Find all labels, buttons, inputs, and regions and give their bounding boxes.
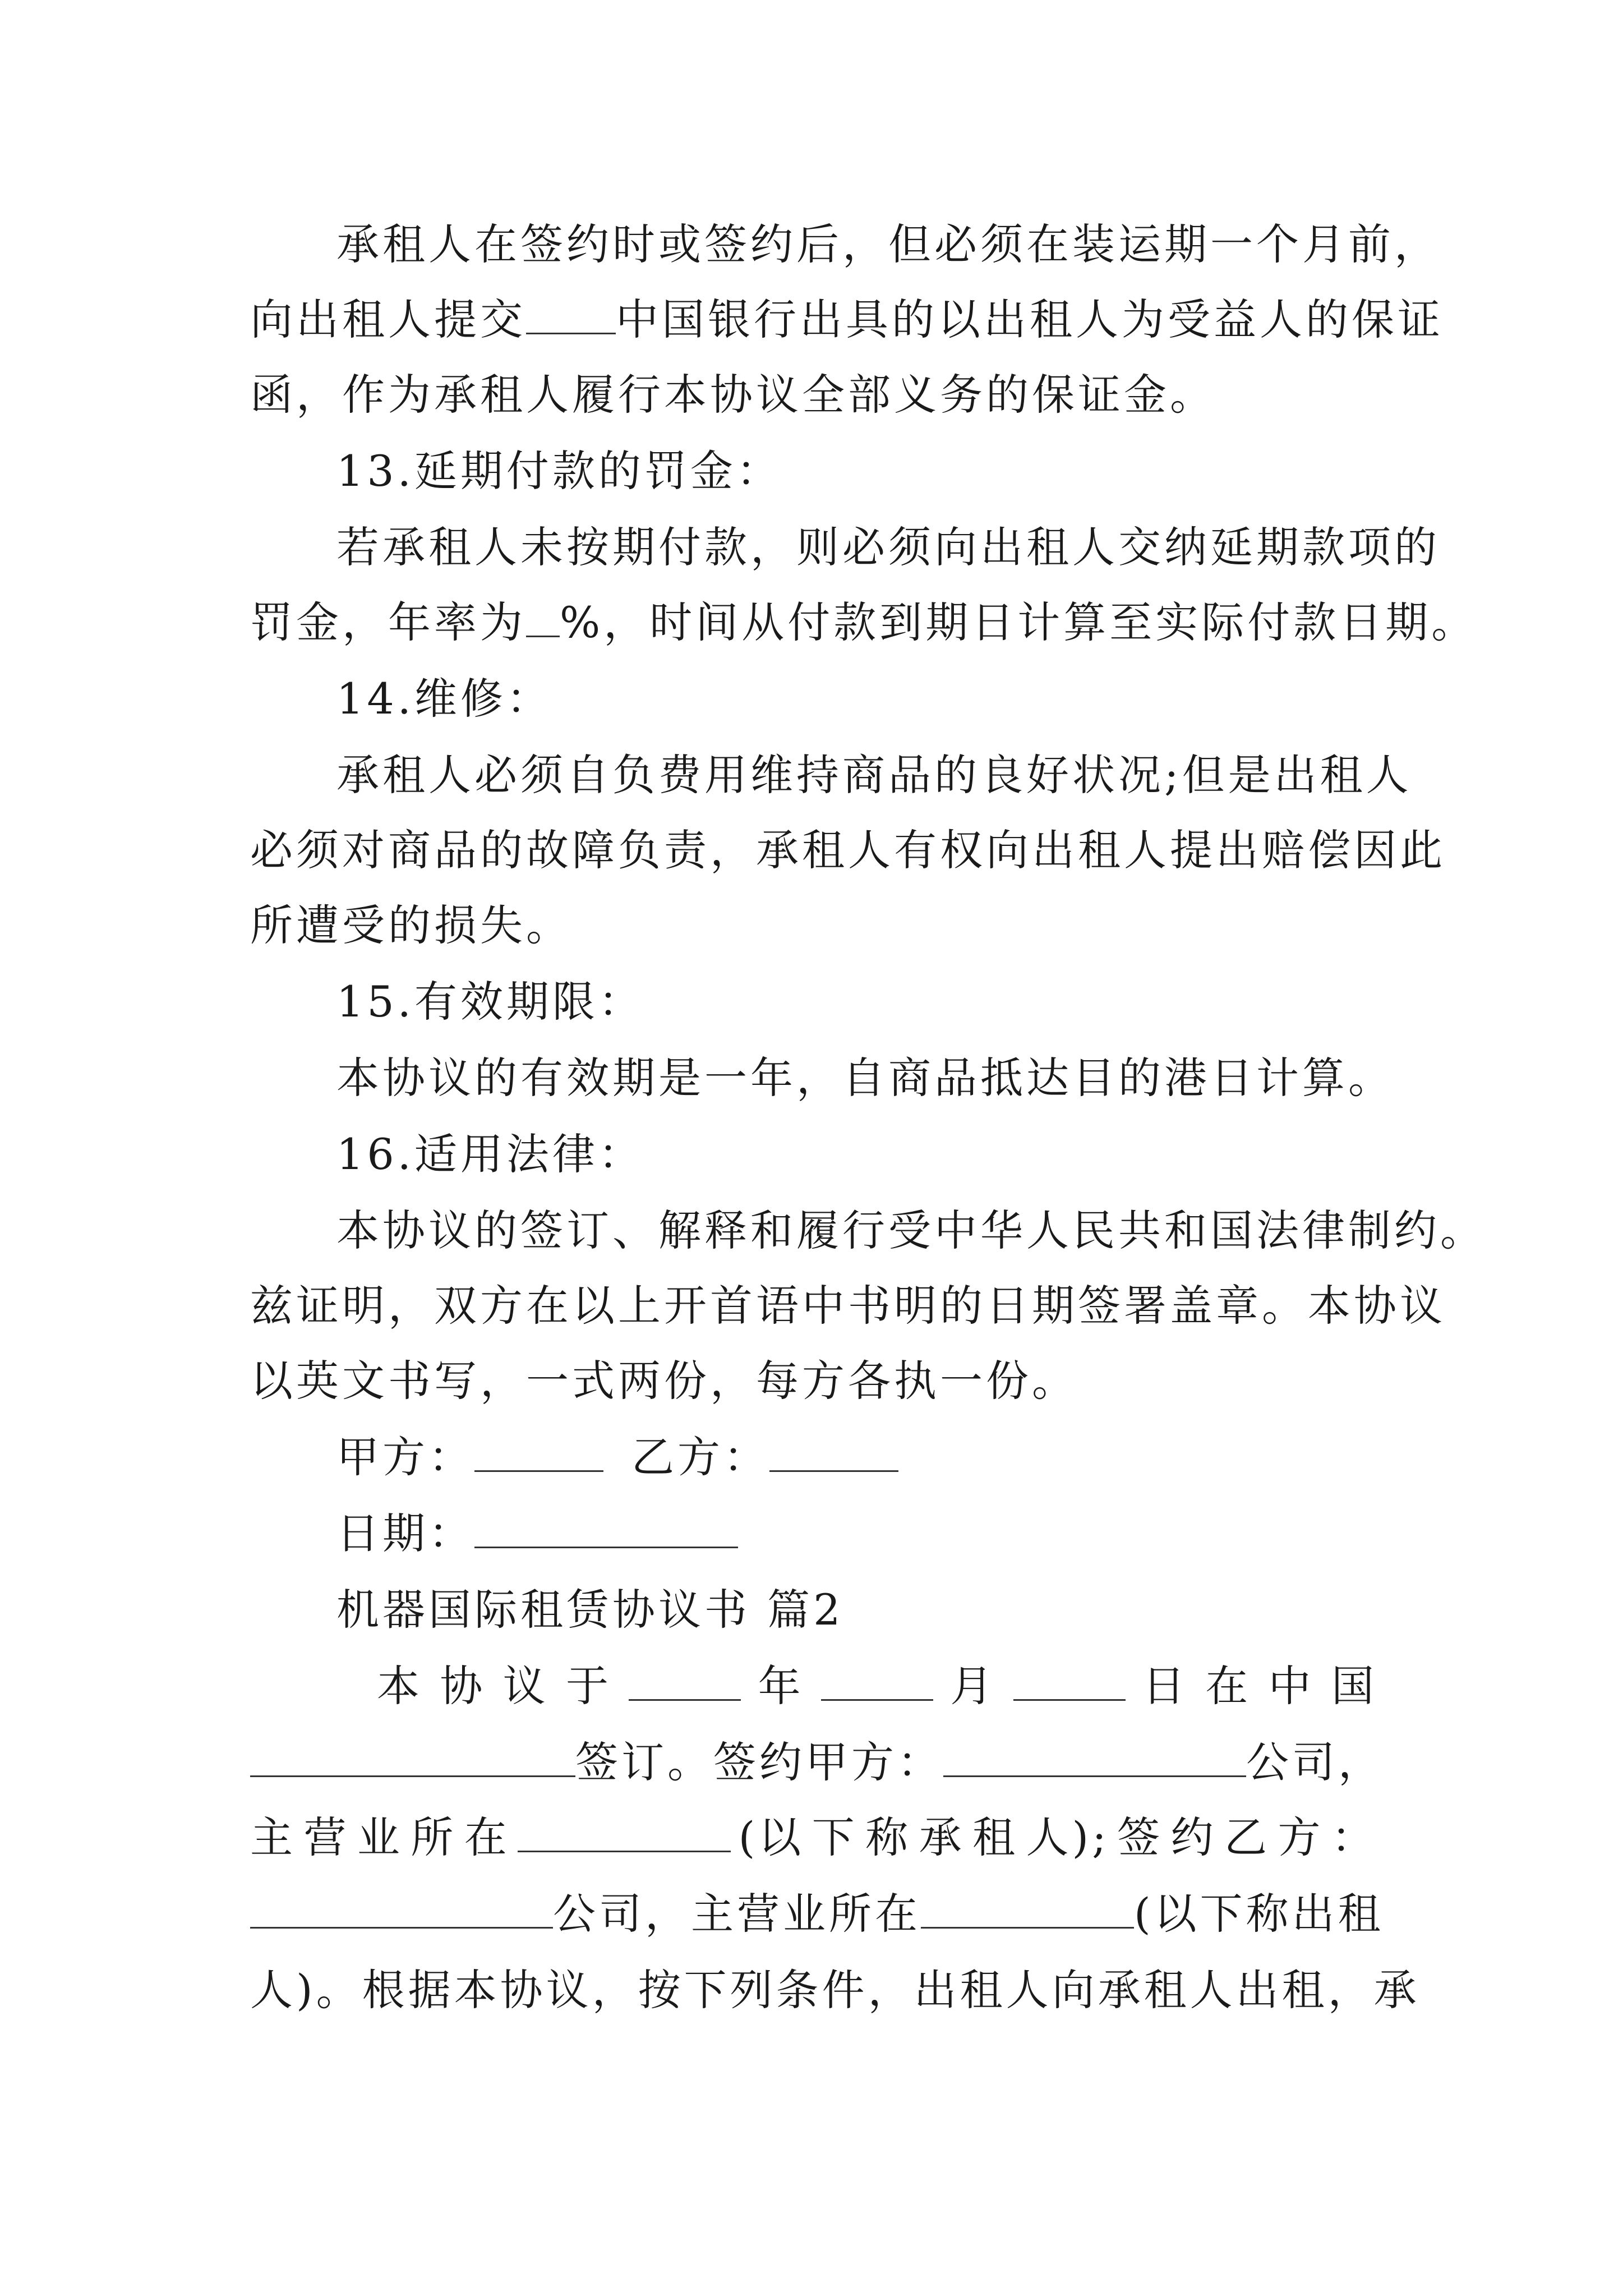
text: 方 <box>1278 1812 1324 1862</box>
text: 以英文书写，一式两份，每方各执一份。 <box>250 1356 1078 1406</box>
paragraph-line <box>250 1278 1446 1334</box>
paragraph-line <box>250 822 1446 878</box>
paragraph-line <box>336 747 1412 803</box>
text: 月 <box>950 1661 997 1711</box>
place-blank <box>250 1736 575 1777</box>
text: 下 <box>811 1812 858 1862</box>
text: 在 <box>1205 1661 1252 1711</box>
text: 机器国际租赁协议书 篇2 <box>336 1585 844 1635</box>
text: 租 <box>972 1812 1019 1862</box>
paragraph-line <box>250 1962 1420 2018</box>
text: 日 <box>1142 1661 1188 1711</box>
text: 16.适用法律： <box>336 1129 644 1179</box>
text: 协 <box>440 1661 486 1711</box>
text: 兹证明，双方在以上开首语中书明的日期签署盖章。本协议 <box>250 1281 1446 1331</box>
text: 承租人必须自负费用维持商品的良好状况;但是出租人 <box>336 750 1412 800</box>
text: 所遭受的损失。 <box>250 900 572 950</box>
date-line <box>336 1506 1377 1562</box>
text: 中国银行出具的以出租人为受益人的保证 <box>616 295 1444 344</box>
address-blank <box>518 1811 731 1852</box>
paragraph-line <box>250 898 1377 954</box>
fill-blank <box>526 596 560 637</box>
text: 公司，主营业所在 <box>553 1889 921 1939</box>
text: 向出租人提交 <box>250 295 526 344</box>
text: 若承租人未按期付款，则必须向出租人交纳延期款项的 <box>336 522 1440 572</box>
party-b-address-blank <box>921 1888 1134 1929</box>
text: 签订。签约甲方： <box>575 1737 943 1787</box>
text: 本协议的有效期是一年，自商品抵达目的港日计算。 <box>336 1053 1394 1103</box>
text: 13.延期付款的罚金： <box>336 446 782 496</box>
text: 在 <box>464 1812 510 1862</box>
text: 于 <box>565 1661 612 1711</box>
text: 国 <box>1331 1661 1377 1711</box>
text: 承租人在签约时或签约后，但必须在装运期一个月前， <box>336 219 1440 269</box>
text: 业 <box>357 1812 403 1862</box>
paragraph-line <box>250 292 1444 348</box>
paragraph-line <box>250 1810 1377 1866</box>
paragraph-line <box>250 367 1377 423</box>
section-heading <box>336 974 1377 1030</box>
paragraph-line <box>336 1203 1486 1259</box>
text: 15.有效期限： <box>336 977 644 1027</box>
text: %，时间从付款到期日计算至实际付款日期。 <box>560 597 1478 647</box>
text: (以 <box>738 1812 805 1862</box>
text: 承 <box>919 1812 965 1862</box>
text: 中 <box>1268 1661 1315 1711</box>
year-blank <box>629 1660 741 1701</box>
fill-blank <box>526 293 616 334</box>
text: 必须对商品的故障负责，承租人有权向出租人提出赔偿因此 <box>250 825 1446 875</box>
paragraph-line <box>336 519 1440 576</box>
text: 营 <box>303 1812 350 1862</box>
text: (以下称出租 <box>1134 1889 1384 1939</box>
paragraph-line <box>250 1886 1384 1942</box>
text: 本 <box>377 1661 423 1711</box>
text: 所 <box>411 1812 457 1862</box>
party-a-label: 甲方： <box>336 1432 474 1482</box>
section-heading <box>336 1126 1377 1182</box>
paragraph-line <box>336 217 1440 273</box>
party-b-label: 乙方： <box>631 1432 769 1482</box>
text: 人); <box>1026 1812 1110 1862</box>
text: 14.维修： <box>336 674 552 724</box>
paragraph-line <box>250 595 1478 651</box>
date-blank <box>474 1507 738 1548</box>
text: 本协议的签订、解释和履行受中华人民共和国法律制约。 <box>336 1205 1486 1255</box>
text: 人)。根据本协议，按下列条件，出租人向承租人出租，承 <box>250 1965 1420 2015</box>
party-b-company-blank <box>250 1888 553 1929</box>
text: 签 <box>1117 1812 1164 1862</box>
party-a-blank <box>474 1431 603 1472</box>
text: 称 <box>865 1812 912 1862</box>
text: 约 <box>1170 1812 1217 1862</box>
date-label: 日期： <box>336 1508 474 1558</box>
party-a-company-blank <box>943 1736 1246 1777</box>
text: 函，作为承租人履行本协议全部义务的保证金。 <box>250 370 1216 420</box>
party-b-blank <box>769 1431 898 1472</box>
text: 主 <box>250 1812 296 1862</box>
text: 议 <box>502 1661 549 1711</box>
text: ： <box>1331 1812 1377 1862</box>
text: 乙 <box>1224 1812 1271 1862</box>
section-title <box>336 1582 1377 1638</box>
paragraph-line <box>250 1353 1377 1409</box>
section-heading <box>336 443 1377 499</box>
signature-line <box>336 1429 1377 1485</box>
text: 年 <box>758 1661 804 1711</box>
month-blank <box>821 1660 933 1701</box>
text: 罚金，年率为 <box>250 597 526 647</box>
text: 公司， <box>1246 1737 1384 1787</box>
paragraph-line <box>336 1050 1394 1106</box>
day-blank <box>1013 1660 1126 1701</box>
paragraph-line <box>250 1734 1384 1791</box>
paragraph-line <box>377 1658 1377 1714</box>
section-heading <box>336 671 1377 727</box>
